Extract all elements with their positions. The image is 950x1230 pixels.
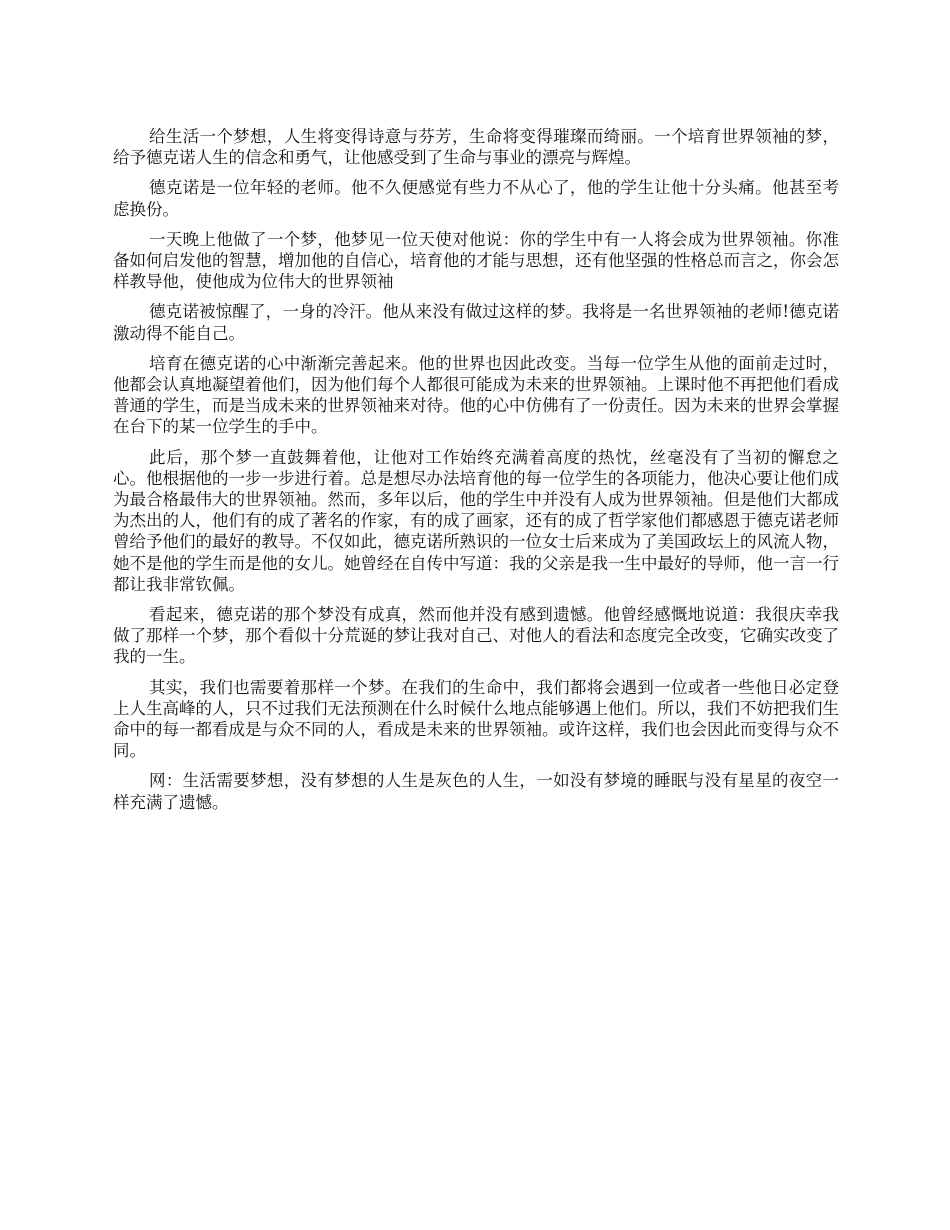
paragraph-8: 其实，我们也需要着那样一个梦。在我们的生命中，我们都将会遇到一位或者一些他日必定登上人生高峰的人，只不过我们无法预测在什么时候什么地点能够遇上他们。所以，我们不妨把我们生命中的每一都看成是与众不同的人，看成是未来的世界领袖。或许这样，我们也会因此而变得与众不同。 xyxy=(113,677,839,761)
paragraph-7: 看起来，德克诺的那个梦没有成真，然而他并没有感到遗憾。他曾经感慨地说道：我很庆幸我做了那样一个梦，那个看似十分荒诞的梦让我对自己、对他人的看法和态度完全改变，它确实改变了我的一生。 xyxy=(113,605,839,667)
paragraph-2: 德克诺是一位年轻的老师。他不久便感觉有些力不从心了，他的学生让他十分头痛。他甚至考虑换份。 xyxy=(113,178,839,219)
paragraph-1: 给生活一个梦想，人生将变得诗意与芬芳，生命将变得璀璨而绮丽。一个培育世界领袖的梦，给予德克诺人生的信念和勇气，让他感受到了生命与事业的漂亮与辉煌。 xyxy=(113,127,839,168)
document-body xyxy=(113,126,839,822)
paragraph-5: 培育在德克诺的心中渐渐完善起来。他的世界也因此改变。当每一位学生从他的面前走过时，他都会认真地凝望着他们，因为他们每个人都很可能成为未来的世界领袖。上课时他不再把他们看成普通的学生，而是当成未来的世界领袖来对待。他的心中仿佛有了一份责任。因为未来的世界会掌握在台下的某一位学生的手中。 xyxy=(113,353,839,437)
paragraph-4: 德克诺被惊醒了，一身的冷汗。他从来没有做过这样的梦。我将是一名世界领袖的老师!德克诺激动得不能自己。 xyxy=(113,302,839,343)
paragraph-3: 一天晚上他做了一个梦，他梦见一位天使对他说：你的学生中有一人将会成为世界领袖。你准备如何启发他的智慧，增加他的自信心，培育他的才能与思想，还有他坚强的性格总而言之，你会怎样教导他，使他成为位伟大的世界领袖 xyxy=(113,229,839,292)
paragraph-6: 此后，那个梦一直鼓舞着他，让他对工作始终充满着高度的热忱，丝毫没有了当初的懈怠之心。他根据他的一步一步进行着。总是想尽办法培育他的每一位学生的各项能力，他决心要让他们成为最合格最伟大的世界领袖。然而，多年以后，他的学生中并没有人成为世界领袖。但是他们大都成为杰出的人，他们有的成了著名的作家，有的成了画家，还有的成了哲学家他们都感恩于德克诺老师曾给予他们的最好的教导。不仅如此，德克诺所熟识的一位女士后来成为了美国政坛上的风流人物，她不是他的学生而是他的女儿。她曾经在自传中写道：我的父亲是我一生中最好的导师，他一言一行都让我非常钦佩。 xyxy=(113,447,839,594)
paragraph-9: 网：生活需要梦想，没有梦想的人生是灰色的人生，一如没有梦境的睡眠与没有星星的夜空一样充满了遗憾。 xyxy=(113,771,839,812)
